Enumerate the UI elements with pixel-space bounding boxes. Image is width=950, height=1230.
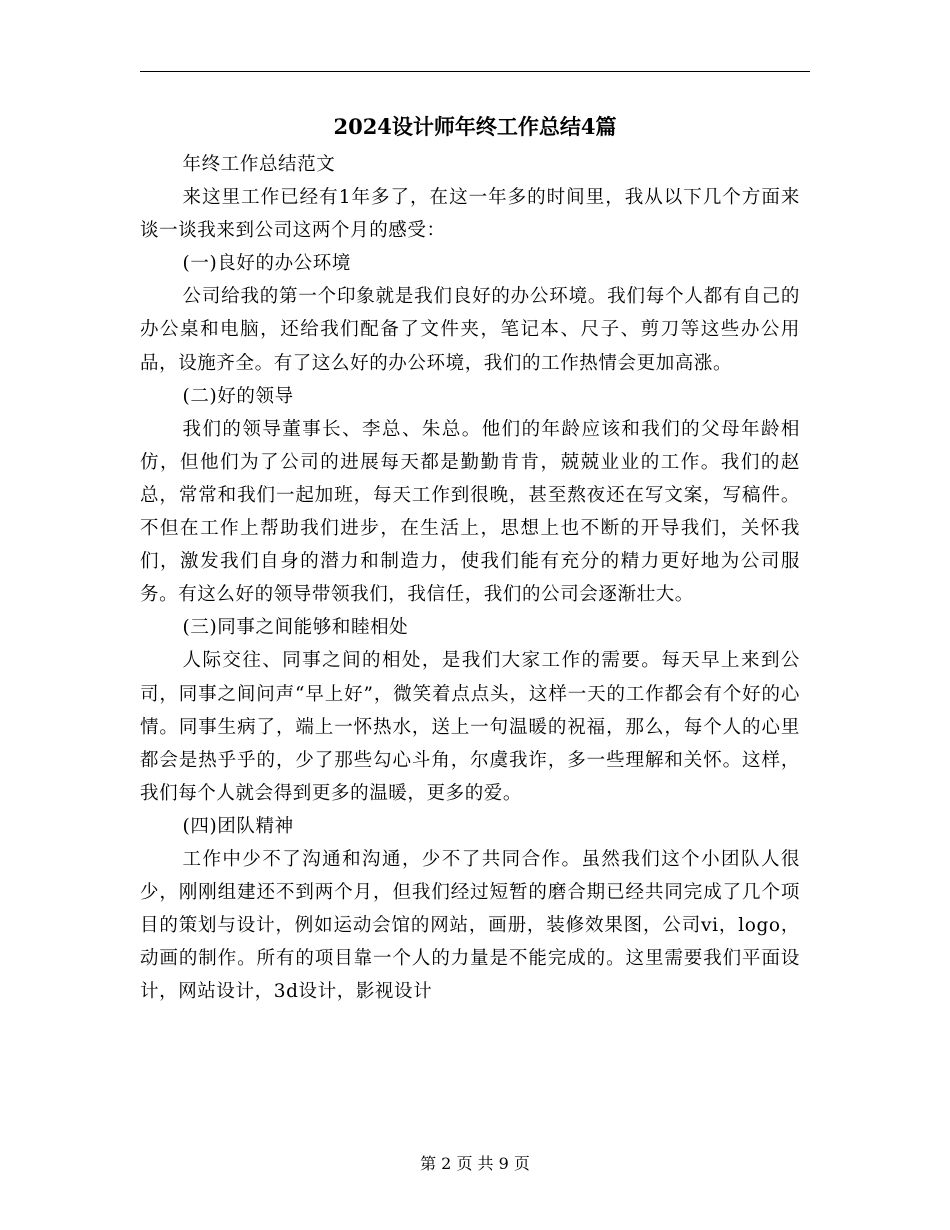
section-heading-office-environment: (一)良好的办公环境 [182,253,351,275]
document-title: 2024设计师年终工作总结4篇 [333,114,617,139]
page-number-footer [140,1152,810,1176]
paragraph-leadership: 我们的领导董事长、李总、朱总。他们的年龄应该和我们的父母年龄相仿，但他们为了公司的进展每天都是勤勤肯肯，兢兢业业的工作。我们的赵总，常常和我们一起加班，每天工作到很晚，甚至熬夜还在写文案，写稿件。不但在工作上帮助我们进步，在生活上，思想上也不断的开导我们，关怀我们，激发我们自身的潜力和制造力，使我们能有充分的精力更好地为公司服务。有这么好的领导带领我们，我信任，我们的公司会逐渐壮大。 [140,418,800,606]
paragraph-teamwork: 工作中少不了沟通和沟通，少不了共同合作。虽然我们这个小团队人很少，刚刚组建还不到两个月，但我们经过短暂的磨合期已经共同完成了几个项目的策划与设计，例如运动会馆的网站，画册，装修效果图，公司vi，logo，动画的制作。所有的项目靠一个人的力量是不能完成的。这里需要我们平面设计，网站设计，3d设计，影视设计 [140,848,800,1003]
paragraph-office-environment: 公司给我的第一个印象就是我们良好的办公环境。我们每个人都有自己的办公桌和电脑，还给我们配备了文件夹，笔记本、尺子、剪刀等这些办公用品，设施齐全。有了这么好的办公环境，我们的工作热情会更加高涨。 [140,286,800,374]
document-body [140,148,800,1008]
page-number-text: 第 2 页 共 9 页 [420,1154,530,1173]
section-heading-colleagues: (三)同事之间能够和睦相处 [182,617,409,639]
section-heading-teamwork: (四)团队精神 [182,815,294,837]
paragraph-subtitle: 年终工作总结范文 [182,154,336,175]
paragraph-colleagues: 人际交往、同事之间的相处，是我们大家工作的需要。每天早上来到公司，同事之间问声“早上好”，微笑着点点头，这样一天的工作都会有个好的心情。同事生病了，端上一怀热水，送上一句温暖的祝福，那么，每个人的心里都会是热乎乎的，少了那些勾心斗角，尔虞我诈，多一些理解和关怀。这样，我们每个人就会得到更多的温暖，更多的爱。 [140,650,800,804]
header-rule [140,71,810,72]
section-heading-leadership: (二)好的领导 [182,385,294,407]
paragraph-intro: 来这里工作已经有1年多了，在这一年多的时间里，我从以下几个方面来谈一谈我来到公司这两个月的感受： [140,187,800,242]
